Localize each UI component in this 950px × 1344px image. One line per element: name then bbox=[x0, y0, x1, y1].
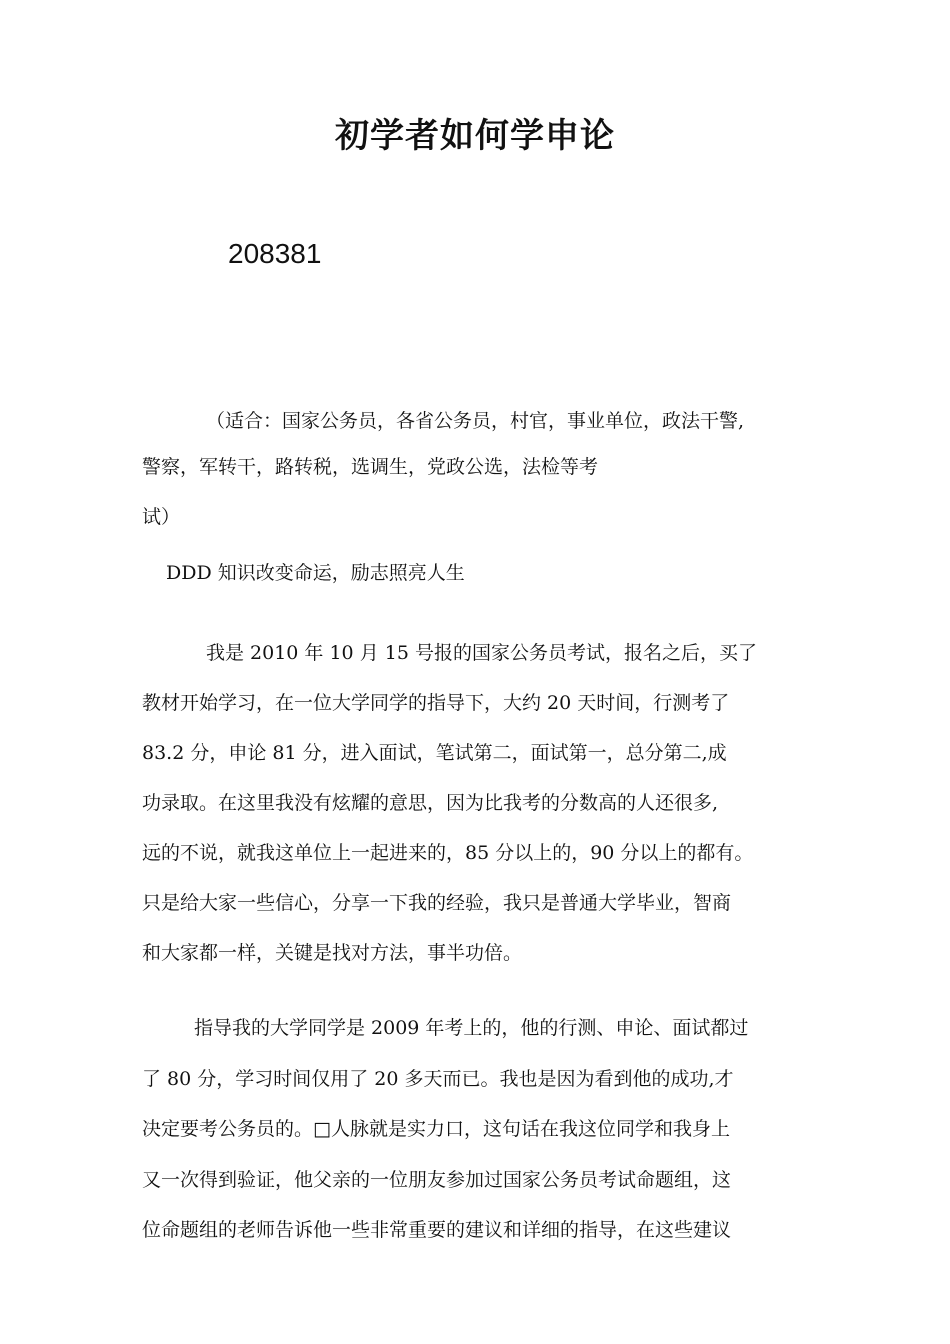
applicability-line: 警察，军转干，路转税，选调生，党政公选，法检等考 bbox=[142, 456, 599, 478]
body-paragraph-1 bbox=[142, 628, 812, 978]
paragraph-line: 又一次得到验证，他父亲的一位朋友参加过国家公务员考试命题组，这 bbox=[142, 1168, 732, 1191]
paragraph-line: 了 80 分，学习时间仅用了 20 多天而已。我也是因为看到他的成功,才 bbox=[142, 1067, 734, 1090]
applicability-line: （适合：国家公务员，各省公务员，村官，事业单位，政法干警, bbox=[206, 410, 745, 432]
applicability-line: 试） bbox=[142, 506, 181, 528]
paragraph-line: 83.2 分，申论 81 分，进入面试，笔试第二，面试第一，总分第二,成 bbox=[142, 742, 727, 764]
paragraph-line: 指导我的大学同学是 2009 年考上的，他的行测、申论、面试都过 bbox=[194, 1017, 749, 1039]
motto: DDD 知识改变命运，励志照亮人生 bbox=[166, 562, 465, 584]
applicability-note bbox=[142, 398, 812, 540]
paragraph-line: 功录取。在这里我没有炫耀的意思，因为比我考的分数高的人还很多, bbox=[142, 792, 719, 814]
paragraph-line: 远的不说，就我这单位上一起进来的，85 分以上的，90 分以上的都有。 bbox=[142, 842, 754, 864]
paragraph-line: 位命题组的老师告诉他一些非常重要的建议和详细的指导，在这些建议 bbox=[142, 1219, 732, 1241]
paragraph-line: 和大家都一样，关键是找对方法，事半功倍。 bbox=[142, 942, 523, 964]
document-title: 初学者如何学申论 bbox=[335, 116, 615, 156]
document-number: 208381 bbox=[228, 238, 322, 269]
body-paragraph-2 bbox=[142, 1003, 812, 1256]
paragraph-line: 教材开始学习，在一位大学同学的指导下，大约 20 天时间，行测考了 bbox=[142, 692, 730, 714]
paragraph-line: 只是给大家一些信心，分享一下我的经验，我只是普通大学毕业，智商 bbox=[142, 892, 732, 914]
paragraph-line: 我是 2010 年 10 月 15 号报的国家公务员考试，报名之后，买了 bbox=[206, 642, 757, 664]
paragraph-line: 决定要考公务员的。□人脉就是实力口，这句话在我这位同学和我身上 bbox=[142, 1118, 730, 1140]
